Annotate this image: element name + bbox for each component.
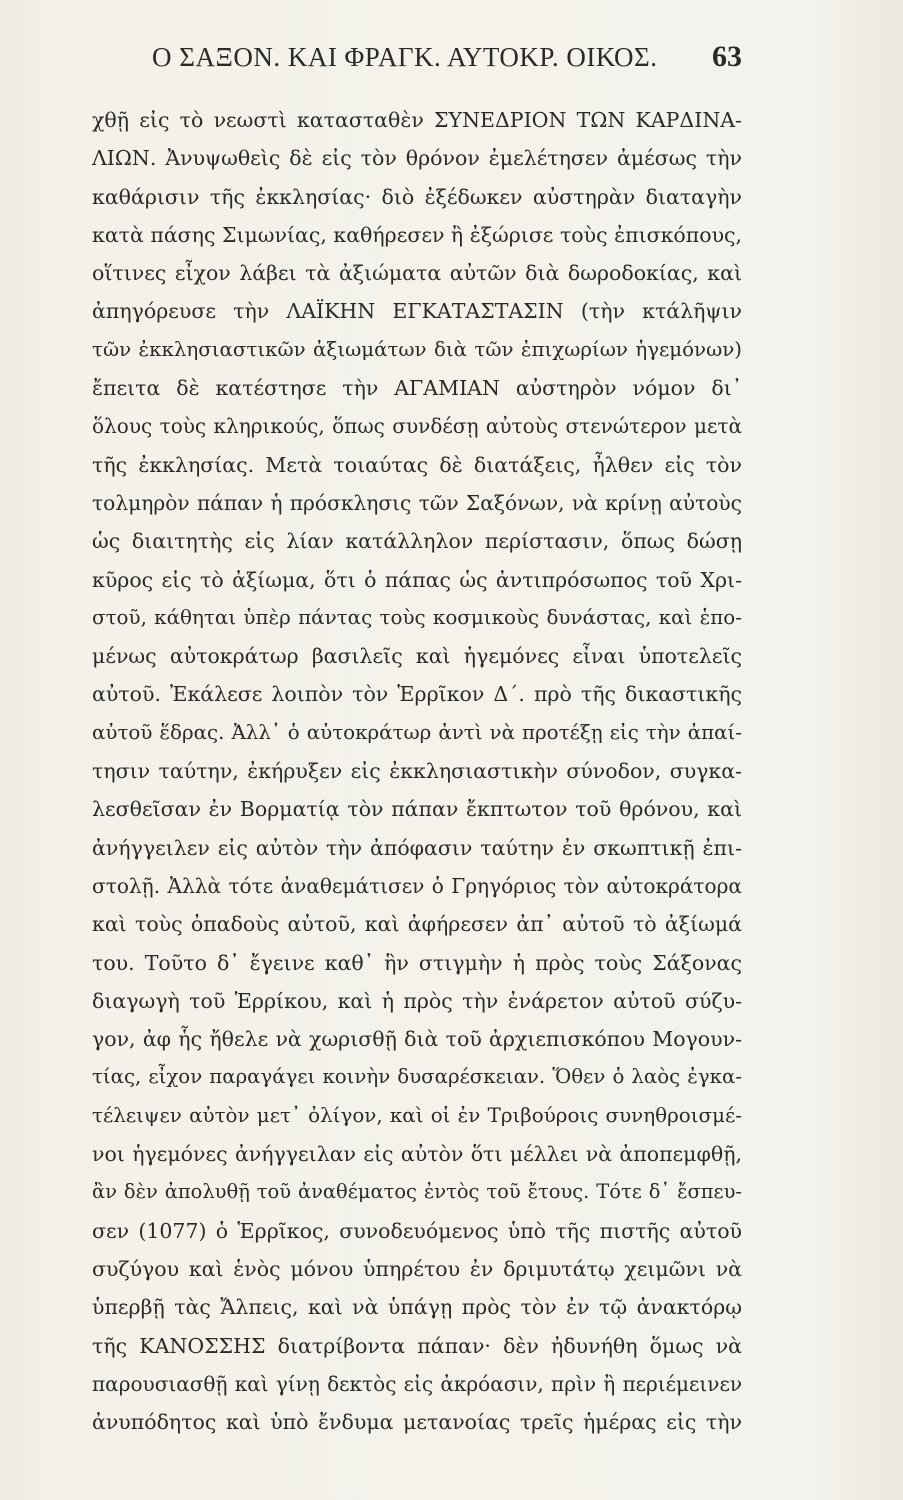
text-line: στολῇ. Ἀλλὰ τότε ἀναθεμάτισεν ὁ Γρηγόριος τὸν αὐτοκράτορα	[92, 873, 742, 898]
text-line: του. Τοῦτο δ᾽ ἔγεινε καθ᾽ ἣν στιγμὴν ἡ πρὸς τοὺς Σάξονας	[92, 950, 742, 975]
page-number: 63	[712, 40, 742, 73]
text-line: καὶ τοὺς ὀπαδοὺς αὐτοῦ, καὶ ἀφήρεσεν ἀπ᾽ αὐτοῦ τὸ ἀξίωμά	[92, 912, 742, 937]
text-line: νοι ἡγεμόνες ἀνήγγειλαν εἰς αὐτὸν ὅτι μέλλει νὰ ἀποπεμφθῇ,	[92, 1142, 742, 1167]
text-line: τολμηρὸν πάπαν ἡ πρόσκλησις τῶν Σαξόνων, νὰ κρίνῃ αὐτοὺς	[92, 490, 742, 515]
text-line: κῦρος εἰς τὸ ἀξίωμα, ὅτι ὁ πάπας ὡς ἀντιπρόσωπος τοῦ Χρι-	[92, 567, 742, 592]
text-line: ὡς διαιτητὴς εἰς λίαν κατάλληλον περίστασιν, ὅπως δώσῃ	[92, 529, 742, 554]
text-line: τῶν ἐκκλησιαστικῶν ἀξιωμάτων διὰ τῶν ἐπιχωρίων ἡγεμόνων)	[92, 337, 742, 361]
text-line: ἀνήγγειλεν εἰς αὐτὸν τὴν ἀπόφασιν ταύτην ἐν σκωπτικῇ ἐπι-	[92, 835, 742, 860]
text-line: χθῇ εἰς τὸ νεωστὶ κατασταθὲν ΣΥΝΕΔΡΙΟΝ ΤΩΝ ΚΑΡΔΙΝΑ-	[92, 108, 742, 132]
text-line: καθάρισιν τῆς ἐκκλησίας· διὸ ἐξέδωκεν αὐστηρὰν διαταγὴν	[92, 184, 742, 209]
text-line: τῆς ἐκκλησίας. Μετὰ τοιαύτας δὲ διατάξεις, ἦλθεν εἰς τὸν	[92, 452, 742, 477]
text-line: ΛΙΩΝ. Ἀνυψωθεὶς δὲ εἰς τὸν θρόνον ἐμελέτησεν ἀμέσως τὴν	[92, 146, 742, 171]
text-line: τέλειψεν αὐτὸν μετ᾽ ὀλίγον, καὶ οἱ ἐν Τριβούροις συνηθροισμέ-	[92, 1103, 742, 1127]
text-line: ὅλους τοὺς κληρικούς, ὅπως συνδέσῃ αὐτοὺς στενώτερον μετὰ	[92, 414, 742, 439]
text-line: τῆς ΚΑΝΟΣΣΗΣ διατρίβοντα πάπαν· δὲν ἠδυνήθη ὅμως νὰ	[92, 1333, 742, 1358]
text-line: ἀνυπόδητος καὶ ὑπὸ ἔνδυμα μετανοίας τρεῖς ἡμέρας εἰς τὴν	[92, 1410, 742, 1435]
text-line: αὐτοῦ. Ἐκάλεσε λοιπὸν τὸν Ἑρρῖκον Δ΄. πρὸ τῆς δικαστικῆς	[92, 682, 742, 707]
text-line: λεσθεῖσαν ἐν Βορματίᾳ τὸν πάπαν ἔκπτωτον τοῦ θρόνου, καὶ	[92, 797, 742, 822]
text-line: οἵτινες εἶχον λάβει τὰ ἀξιώματα αὐτῶν διὰ δωροδοκίας, καὶ	[92, 261, 742, 286]
running-head	[92, 40, 742, 80]
text-line: συζύγου καὶ ἑνὸς μόνου ὑπηρέτου ἐν δριμυτάτῳ χειμῶνι νὰ	[92, 1256, 742, 1281]
text-line: ὑπερβῇ τὰς Ἄλπεις, καὶ νὰ ὑπάγῃ πρὸς τὸν ἐν τῷ ἀνακτόρῳ	[92, 1295, 742, 1320]
text-line: ἀπηγόρευσε τὴν ΛΑΪΚΗΝ ΕΓΚΑΤΑΣΤΑΣΙΝ (τὴν κτάλῆψιν	[92, 299, 742, 324]
text-line: στοῦ, κάθηται ὑπὲρ πάντας τοὺς κοσμικοὺς δυνάστας, καὶ ἑπο-	[92, 605, 742, 629]
text-line: κατὰ πάσης Σιμωνίας, καθήρεσεν ἢ ἐξώρισε τοὺς ἐπισκόπους,	[92, 222, 742, 247]
running-title: Ο ΣΑΞΟΝ. ΚΑΙ ΦΡΑΓΚ. ΑΥΤΟΚΡ. ΟΙΚΟΣ.	[152, 42, 658, 72]
text-line: διαγωγὴ τοῦ Ἑρρίκου, καὶ ἡ πρὸς τὴν ἐνάρετον αὐτοῦ σύζυ-	[92, 988, 742, 1013]
text-line: σεν (1077) ὁ Ἑρρῖκος, συνοδευόμενος ὑπὸ τῆς πιστῆς αὐτοῦ	[92, 1218, 742, 1243]
text-line: γον, ἀφ ἧς ἤθελε νὰ χωρισθῇ διὰ τοῦ ἀρχιεπισκόπου Μογουν-	[92, 1027, 742, 1052]
text-line: ἂν δὲν ἀπολυθῇ τοῦ ἀναθέματος ἐντὸς τοῦ ἔτους. Τότε δ᾽ ἔσπευ-	[92, 1180, 742, 1204]
text-line: παρουσιασθῇ καὶ γίνῃ δεκτὸς εἰς ἀκρόασιν, πρὶν ἢ περιέμεινεν	[92, 1371, 742, 1396]
text-line: αὐτοῦ ἕδρας. Ἀλλ᾽ ὁ αὐτοκράτωρ ἀντὶ νὰ προτέξῃ εἰς τὴν ἀπαί-	[92, 720, 742, 744]
body-text	[92, 101, 742, 1441]
text-line: τησιν ταύτην, ἐκήρυξεν εἰς ἐκκλησιαστικὴν σύνοδον, συγκα-	[92, 759, 742, 784]
text-line: ἔπειτα δὲ κατέστησε τὴν ΑΓΑΜΙΑΝ αὐστηρὸν νόμον δι᾽	[92, 376, 742, 401]
text-line: τίας, εἶχον παραγάγει κοινὴν δυσαρέσκειαν. Ὅθεν ὁ λαὸς ἐγκα-	[92, 1065, 742, 1089]
text-line: μένως αὐτοκράτωρ βασιλεῖς καὶ ἡγεμόνες εἶναι ὑποτελεῖς	[92, 644, 742, 669]
